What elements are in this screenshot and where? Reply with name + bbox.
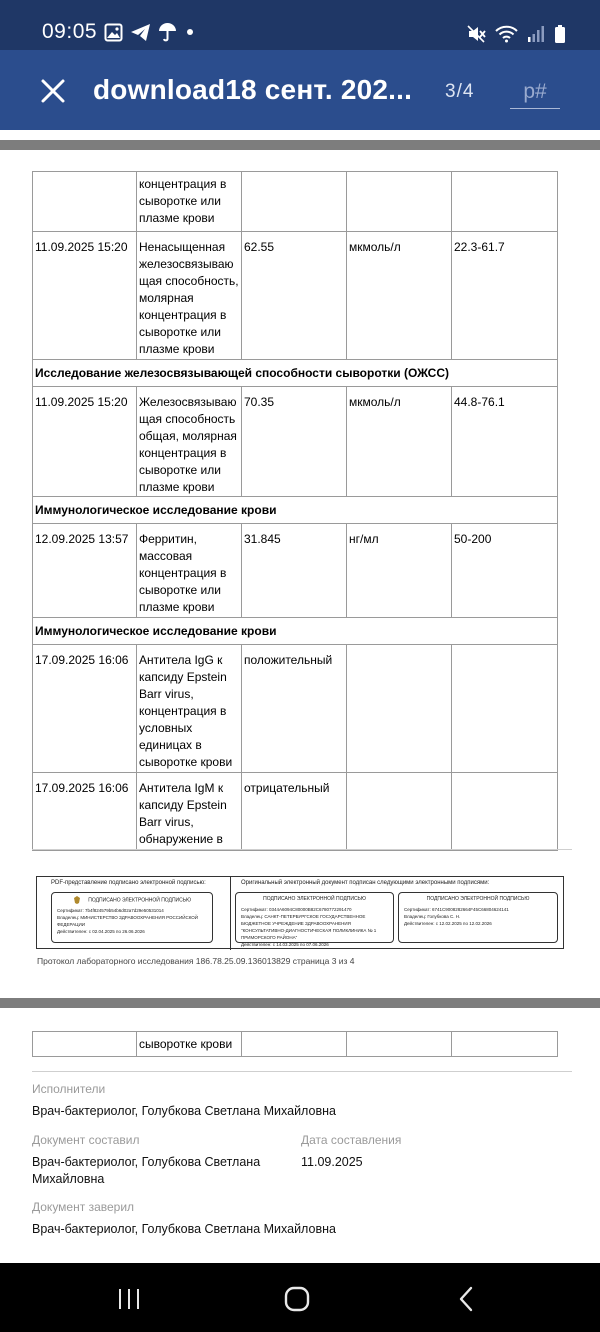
table-row	[33, 172, 558, 232]
row-value: отрицательный	[242, 773, 347, 851]
section-title: Иммунологическое исследование крови	[33, 618, 558, 645]
row-test-name: Ненасыщенная железосвязываю щая способность, молярная концентрация в сыворотке или плазме крови	[137, 232, 242, 360]
umbrella-icon	[158, 22, 177, 42]
close-icon	[41, 79, 65, 103]
row-test-name: Антитела IgG к капсиду Epstein Barr virus, концентрация в условных единицах в сыворотке крови	[137, 645, 242, 773]
section-title: Исследование железосвязывающей способности сыворотки (ОЖСС)	[33, 360, 558, 387]
mute-icon	[467, 25, 486, 43]
lab-results-table	[32, 171, 558, 851]
signature-right-header: Оригинальный электронный документ подписан следующими электронными подписями:	[241, 880, 490, 886]
page-divider-line	[32, 849, 572, 850]
compiled-by-value: Врач-бактериолог, Голубкова Светлана Михайловна	[32, 1155, 261, 1186]
signature-stamp	[235, 892, 394, 947]
stamp-title: ПОДПИСАНО ЭЛЕКТРОННОЙ ПОДПИСЬЮ	[57, 896, 207, 904]
stamp-owner: Владелец: САНКТ-ПЕТЕРБУРГСКОЕ ГОСУДАРСТВЕННОЕ БЮДЖЕТНОЕ УЧРЕЖДЕНИЕ ЗДРАВООХРАНЕНИЯ "КОНСУЛЬТАТИВНО-ДИАГНОСТИЧЕСКАЯ ПОЛИКЛИНИКА № 1 ПРИМОРСКОГО РАЙОНА"	[241, 914, 377, 940]
page-separator	[0, 998, 600, 1008]
wifi-icon	[495, 25, 518, 43]
row-value	[242, 1032, 347, 1057]
table-row	[33, 387, 558, 497]
executors-value: Врач-бактериолог, Голубкова Светлана Михайловна	[32, 1104, 336, 1118]
row-test-name: концентрация в сыворотке или плазме крови	[137, 172, 242, 232]
row-range: 22.3-61.7	[452, 232, 558, 360]
document-title: download18 сент. 202...	[93, 74, 413, 105]
row-date: 17.09.2025 16:06	[33, 773, 137, 851]
row-date	[33, 1032, 137, 1057]
row-date: 17.09.2025 16:06	[33, 645, 137, 773]
stamp-cert: Сертификат: 0344A6094C80000B82C6780772291470	[241, 907, 352, 912]
protocol-footer: Протокол лабораторного исследования 186.78.25.09.136013829 страница 3 из 4	[37, 956, 355, 966]
table-row	[33, 645, 558, 773]
signal-icon	[527, 25, 545, 43]
page-separator	[0, 140, 600, 150]
table-row	[33, 773, 558, 851]
row-range	[452, 172, 558, 232]
row-range: 44.8-76.1	[452, 387, 558, 497]
stamp-title: ПОДПИСАНО ЭЛЕКТРОННОЙ ПОДПИСЬЮ	[263, 896, 366, 902]
row-date: 11.09.2025 15:20	[33, 232, 137, 360]
app-bar	[0, 50, 600, 130]
row-test-name: Антитела IgM к капсиду Epstein Barr virus, обнаружение в	[137, 773, 242, 851]
row-unit	[347, 172, 452, 232]
stamp-valid: Действителен: с 12.02.2025 по 12.02.2026	[404, 921, 492, 926]
certified-by-value: Врач-бактериолог, Голубкова Светлана Михайловна	[32, 1222, 336, 1236]
home-icon	[284, 1286, 310, 1312]
page-counter: 3/4	[445, 81, 475, 102]
status-notification-icons	[104, 20, 196, 44]
compiled-by-label: Документ составил	[32, 1133, 140, 1147]
status-system-icons	[467, 22, 566, 46]
stamp-cert: Сертификат: 7b4f824579b54b6d02a7d29e50531014	[57, 908, 164, 914]
status-bar	[0, 0, 600, 50]
row-value: положительный	[242, 645, 347, 773]
pdf-page-3	[0, 150, 600, 997]
stamp-owner: Владелец: МИНИСТЕРСТВО ЗДРАВООХРАНЕНИЯ РОССИЙСКОЙ ФЕДЕРАЦИИ	[57, 915, 199, 928]
row-unit: мкмоль/л	[347, 387, 452, 497]
row-unit	[347, 1032, 452, 1057]
back-button[interactable]	[446, 1283, 486, 1315]
home-button[interactable]	[277, 1283, 317, 1315]
status-time: 09:05	[42, 20, 98, 43]
page-number-input[interactable]	[510, 75, 560, 109]
table-row	[33, 232, 558, 360]
row-range	[452, 773, 558, 851]
stamp-valid: Действителен: с 02.04.2025 по 26.06.2026	[57, 929, 145, 935]
row-range	[452, 1032, 558, 1057]
stamp-cert: Сертификат: 6741C9008282664F45C66804624141	[404, 907, 509, 912]
table-row	[33, 524, 558, 618]
section-divider	[32, 1071, 572, 1072]
stamp-owner: Владелец: Голубкова С. Н.	[404, 914, 461, 919]
battery-icon	[554, 25, 566, 44]
row-date	[33, 172, 137, 232]
section-title: Иммунологическое исследование крови	[33, 497, 558, 524]
signature-stamp	[398, 892, 558, 943]
signature-divider	[230, 877, 231, 950]
row-range	[452, 645, 558, 773]
system-nav-bar	[0, 1263, 600, 1332]
row-value: 70.35	[242, 387, 347, 497]
row-unit: мкмоль/л	[347, 232, 452, 360]
section-row	[33, 618, 558, 645]
close-button[interactable]	[36, 74, 70, 108]
row-value: 31.845	[242, 524, 347, 618]
stamp-valid: Действителен: с 14.03.2025 по 07.06.2026	[241, 942, 329, 947]
emblem-icon	[73, 896, 81, 904]
certified-by-label: Документ заверил	[32, 1200, 135, 1214]
telegram-icon	[130, 23, 151, 42]
row-test-name: Железосвязываю щая способность общая, молярная концентрация в сыворотке или плазме крови	[137, 387, 242, 497]
dot-icon	[184, 26, 196, 38]
recents-button[interactable]	[109, 1283, 149, 1315]
image-icon	[104, 23, 123, 42]
section-row	[33, 497, 558, 524]
lab-results-table	[32, 1031, 558, 1057]
compiled-date-value: 11.09.2025	[301, 1155, 363, 1169]
back-icon	[457, 1286, 475, 1312]
row-value: 62.55	[242, 232, 347, 360]
row-test-name: Ферритин, массовая концентрация в сыворотке или плазме крови	[137, 524, 242, 618]
row-value	[242, 172, 347, 232]
signature-left-header: PDF-представление подписано электронной подписью:	[51, 880, 206, 886]
compiled-date-label: Дата составления	[301, 1133, 402, 1147]
row-unit	[347, 645, 452, 773]
row-date: 12.09.2025 13:57	[33, 524, 137, 618]
recents-icon	[117, 1287, 141, 1311]
row-range: 50-200	[452, 524, 558, 618]
signature-stamp	[51, 892, 213, 943]
section-row	[33, 360, 558, 387]
row-test-name: сыворотке крови	[137, 1032, 242, 1057]
pdf-viewer[interactable]	[0, 130, 600, 1263]
pdf-page-4	[0, 1008, 600, 1263]
stamp-title: ПОДПИСАНО ЭЛЕКТРОННОЙ ПОДПИСЬЮ	[426, 896, 530, 902]
executors-label: Исполнители	[32, 1082, 106, 1096]
signature-block	[36, 876, 564, 949]
row-unit	[347, 773, 452, 851]
row-date: 11.09.2025 15:20	[33, 387, 137, 497]
table-row	[33, 1032, 558, 1057]
row-unit: нг/мл	[347, 524, 452, 618]
